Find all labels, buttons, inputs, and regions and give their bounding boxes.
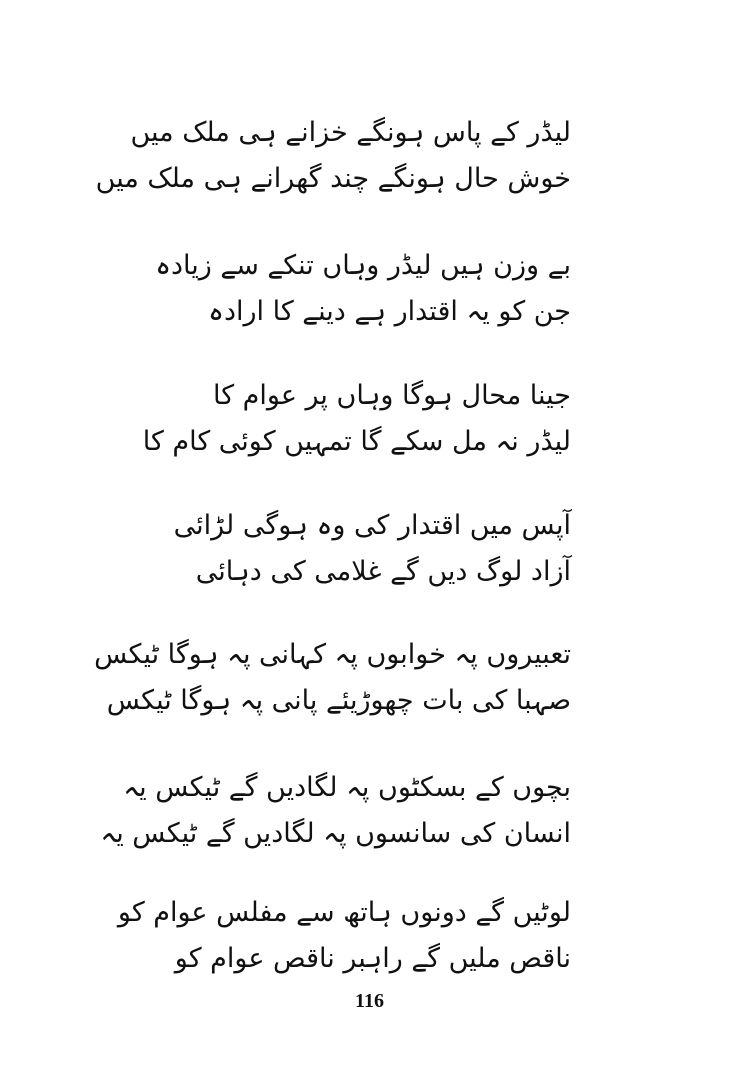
verse-line: صہبا کی بات چھوڑیئے پانی پہ ہوگا ٹیکس bbox=[106, 685, 571, 716]
stanza-4 bbox=[151, 503, 571, 595]
verse-line: بے وزن ہیں لیڈر وہاں تنکے سے زیادہ bbox=[155, 250, 571, 281]
verse-line: بچوں کے بسکٹوں پہ لگادیں گے ٹیکس یہ bbox=[123, 772, 571, 803]
verse-line: لیڈر نہ مل سکے گا تمہیں کوئی کام کا bbox=[142, 426, 571, 457]
verse-line: تعبیروں پہ خوابوں پہ کہانی پہ ہوگا ٹیکس bbox=[94, 639, 571, 670]
verse-line: آزاد لوگ دیں گے غلامی کی دہائی bbox=[195, 556, 571, 587]
stanza-2 bbox=[151, 243, 571, 335]
stanza-5 bbox=[94, 632, 571, 724]
verse-line: جن کو یہ اقتدار ہے دینے کا ارادہ bbox=[208, 296, 571, 327]
verse-line: انسان کی سانسوں پہ لگادیں گے ٹیکس یہ bbox=[100, 818, 571, 849]
stanza-7 bbox=[117, 890, 571, 982]
verse-line: لیڈر کے پاس ہونگے خزانے ہی ملک میں bbox=[130, 117, 571, 148]
verse-line: ناقص ملیں گے راہبر ناقص عوام کو bbox=[174, 943, 571, 974]
page-number: 116 bbox=[355, 990, 384, 1012]
verse-line: لوٹیں گے دونوں ہاتھ سے مفلس عوام کو bbox=[117, 897, 571, 928]
stanza-6 bbox=[100, 765, 571, 857]
verse-line: آپس میں اقتدار کی وہ ہوگی لڑائی bbox=[173, 510, 571, 541]
verse-line: جینا محال ہوگا وہاں پر عوام کا bbox=[213, 380, 571, 411]
stanza-1 bbox=[95, 110, 571, 202]
verse-line: خوش حال ہونگے چند گھرانے ہی ملک میں bbox=[95, 163, 571, 194]
stanza-3 bbox=[142, 373, 571, 465]
